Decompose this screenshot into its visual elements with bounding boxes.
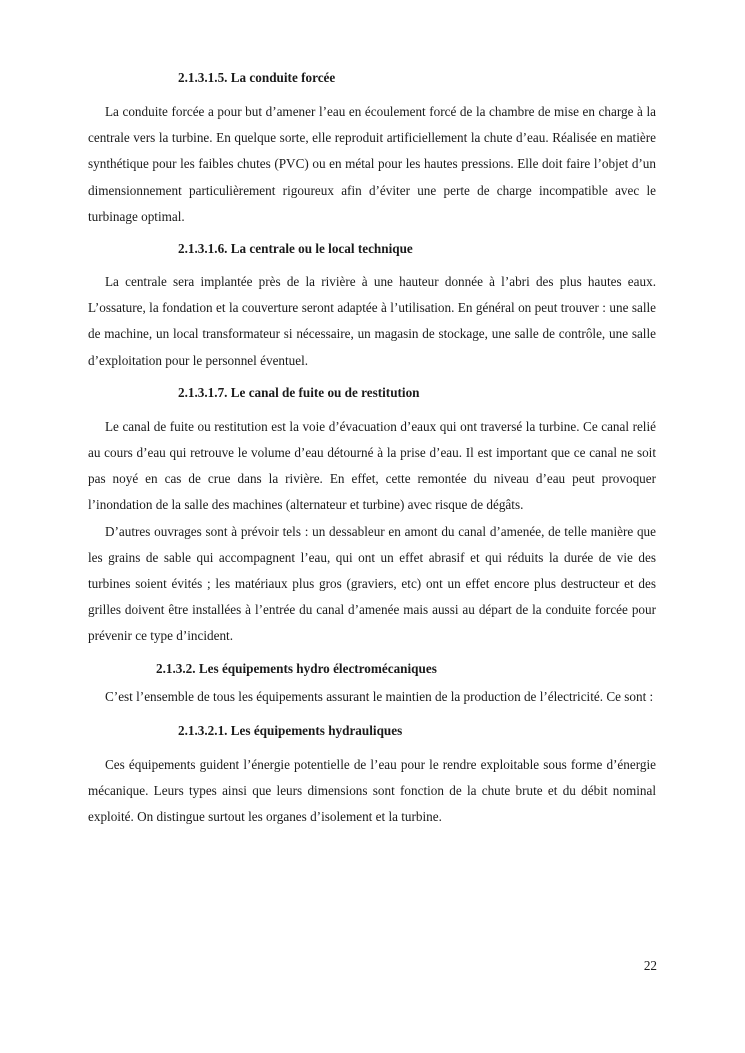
page-number: 22: [643, 958, 657, 973]
document-page: [88, 68, 656, 830]
paragraph-equipements-hydrauliques: Ces équipements guident l’énergie potentielle de l’eau pour le rendre exploitable sous forme d’énergie mécanique. Leurs types ainsi que leurs dimensions sont fonction de la chute brute et du débit nominal exploité. On distingue surtout les organes d’isolement et la turbine.: [88, 756, 656, 825]
heading-equipements-hydro-electromecaniques: 2.1.3.2. Les équipements hydro électromécaniques: [156, 660, 437, 676]
paragraph-equipements-hydro-electromecaniques: C’est l’ensemble de tous les équipements assurant le maintien de la production de l’électricité. Ce sont :: [105, 688, 654, 704]
heading-canal-de-fuite: 2.1.3.1.7. Le canal de fuite ou de restitution: [178, 384, 420, 400]
paragraph-centrale: La centrale sera implantée près de la rivière à une hauteur donnée à l’abri des plus hautes eaux. L’ossature, la fondation et la couverture seront adaptée à l’utilisation. En général on peut trouver : une salle de machine, un local transformateur si nécessaire, un magasin de stockage, une salle de contrôle, une salle d’exploitation pour le personnel éventuel.: [88, 274, 656, 368]
heading-equipements-hydrauliques: 2.1.3.2.1. Les équipements hydrauliques: [178, 722, 403, 738]
paragraph-autres-ouvrages: D’autres ouvrages sont à prévoir tels : un dessableur en amont du canal d’amenée, de telle manière que les grains de sable qui accompagnent l’eau, qui ont un effet abrasif et qui réduits la durée de vie des turbines soient évités ; les matériaux plus gros (graviers, etc) ont un effet encore plus destructeur et des grilles doivent être installées à l’entrée du canal d’amenée mais aussi au départ de la conduite forcée pour prévenir ce type d’incident.: [88, 523, 656, 644]
paragraph-canal-de-fuite: Le canal de fuite ou restitution est la voie d’évacuation d’eaux qui ont traversé la turbine. Ce canal relié au cours d’eau qui retrouve le volume d’eau détourné à la prise d’eau. Il est important que ce canal ne soit pas noyé en cas de crue dans la rivière. En effet, cette remontée du niveau d’eau peut provoquer l’inondation de la salle des machines (alternateur et turbine) avec risque de dégâts.: [88, 418, 656, 513]
paragraph-conduite-forcee: La conduite forcée a pour but d’amener l’eau en écoulement forcé de la chambre de mise en charge à la centrale vers la turbine. En quelque sorte, elle reproduit artificiellement la chute d’eau. Réalisée en matière synthétique pour les faibles chutes (PVC) ou en métal pour les hautes pressions. Elle doit faire l’objet d’un dimensionnement particulièrement rigoureux afin d’éviter une perte de charge incompatible avec le turbinage optimal.: [88, 104, 656, 224]
heading-centrale: 2.1.3.1.6. La centrale ou le local technique: [178, 241, 413, 257]
heading-conduite-forcee: 2.1.3.1.5. La conduite forcée: [178, 70, 336, 85]
